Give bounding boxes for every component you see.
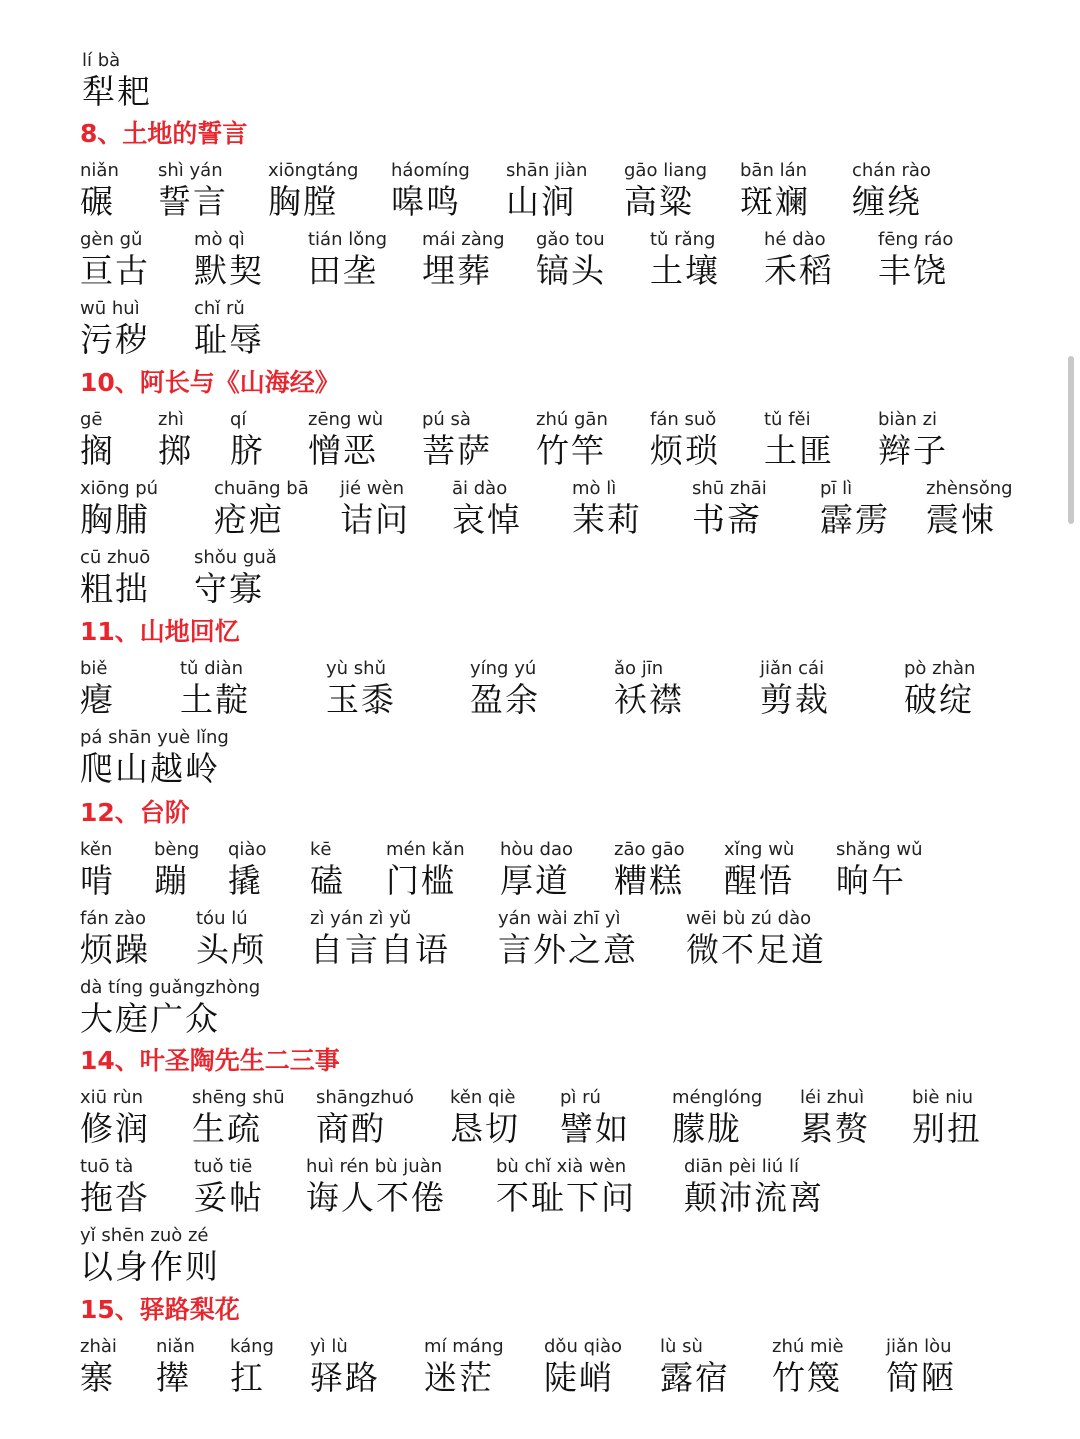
vocab-word [470, 658, 540, 720]
vocab-word [672, 1087, 762, 1149]
pinyin: bān lán [740, 160, 808, 181]
pinyin: kěn qiè [450, 1087, 516, 1108]
pinyin: lí bà [82, 50, 121, 71]
vocab-word [80, 727, 229, 789]
word-row [80, 50, 1070, 112]
pinyin: zhú gān [536, 409, 608, 430]
hanzi: 拖沓 [80, 1178, 150, 1217]
vocab-word [316, 1087, 414, 1149]
pinyin: pò zhàn [904, 658, 976, 679]
word-row [80, 1087, 1070, 1149]
hanzi: 亘古 [80, 251, 150, 290]
vocab-word [536, 409, 608, 471]
hanzi: 霹雳 [820, 500, 890, 539]
pinyin: tuǒ tiē [194, 1156, 253, 1177]
pinyin: gèn gǔ [80, 229, 143, 250]
hanzi: 露宿 [660, 1358, 730, 1397]
pinyin: háomíng [391, 160, 470, 181]
vocab-word [496, 1156, 636, 1218]
pinyin: zhì [158, 409, 184, 430]
hanzi: 污秽 [80, 320, 150, 359]
vocab-word [878, 409, 948, 471]
pinyin: xiōngtáng [268, 160, 359, 181]
hanzi: 微不足道 [686, 930, 826, 969]
hanzi: 妥帖 [194, 1178, 264, 1217]
pinyin: chán rào [852, 160, 931, 181]
hanzi: 大庭广众 [80, 999, 220, 1038]
vocab-word [886, 1336, 956, 1398]
lesson-title: 15、驿路梨花 [80, 1295, 240, 1324]
pinyin: mén kǎn [386, 839, 465, 860]
vocab-word [614, 839, 685, 901]
hanzi: 陡峭 [544, 1358, 614, 1397]
vocab-word [624, 160, 707, 222]
hanzi: 竹篾 [772, 1358, 842, 1397]
vocab-word [80, 1156, 150, 1218]
hanzi: 糟糕 [614, 861, 684, 900]
hanzi: 譬如 [560, 1109, 630, 1148]
pinyin: lù sù [660, 1336, 703, 1357]
vocab-word [80, 1225, 220, 1287]
word-row [80, 1156, 1070, 1218]
vocab-word [80, 478, 158, 540]
hanzi: 恳切 [450, 1109, 520, 1148]
vocab-word [498, 908, 638, 970]
lesson-title: 11、山地回忆 [80, 617, 240, 646]
vocab-word [391, 160, 470, 222]
pinyin: jiǎn cái [760, 658, 825, 679]
vocab-word [386, 839, 465, 901]
hanzi: 搁 [80, 431, 115, 470]
hanzi: 胸脯 [80, 500, 150, 539]
pinyin: fán zào [80, 908, 146, 929]
hanzi: 爬山越岭 [80, 749, 220, 788]
vocab-word [80, 658, 115, 720]
scrollbar[interactable] [1068, 356, 1074, 524]
vocab-word [536, 229, 606, 291]
pinyin: shāngzhuó [316, 1087, 414, 1108]
vocab-word [230, 409, 265, 471]
vocab-word [180, 658, 250, 720]
hanzi: 驿路 [310, 1358, 380, 1397]
hanzi: 自言自语 [310, 930, 450, 969]
hanzi: 竹竿 [536, 431, 606, 470]
word-row [80, 658, 1070, 720]
vocab-word [80, 839, 115, 901]
hanzi: 玉黍 [326, 680, 396, 719]
hanzi: 土壤 [650, 251, 720, 290]
pinyin: fán suǒ [650, 409, 717, 430]
pinyin: āi dào [452, 478, 508, 499]
vocab-word [80, 160, 119, 222]
vocab-word [230, 1336, 274, 1398]
hanzi: 誓言 [158, 182, 228, 221]
hanzi: 土靛 [180, 680, 250, 719]
hanzi: 守寡 [194, 569, 264, 608]
vocab-word [268, 160, 358, 222]
vocab-word [80, 977, 260, 1039]
hanzi: 斑斓 [740, 182, 810, 221]
vocab-word [310, 908, 450, 970]
vocab-word [904, 658, 975, 720]
vocab-word [192, 1087, 285, 1149]
vocab-word [614, 658, 684, 720]
vocab-word [214, 478, 309, 540]
hanzi: 烦躁 [80, 930, 150, 969]
pinyin: jiǎn lòu [886, 1336, 952, 1357]
pinyin: pī lì [820, 478, 853, 499]
hanzi: 丰饶 [878, 251, 948, 290]
pinyin: zhài [80, 1336, 117, 1357]
vocab-word [424, 1336, 504, 1398]
pinyin: tuō tà [80, 1156, 134, 1177]
vocab-word [572, 478, 642, 540]
pinyin: mò qì [194, 229, 245, 250]
hanzi: 迷茫 [424, 1358, 494, 1397]
vocab-word [194, 298, 264, 360]
pinyin: kěn [80, 839, 113, 860]
pinyin: zhú miè [772, 1336, 844, 1357]
vocab-word [500, 839, 573, 901]
pinyin: pú sà [422, 409, 471, 430]
hanzi: 辫子 [878, 431, 948, 470]
hanzi: 震悚 [926, 500, 996, 539]
pinyin: zēng wù [308, 409, 384, 430]
pinyin: tóu lú [196, 908, 248, 929]
vocab-word [310, 1336, 380, 1398]
vocab-word [80, 908, 150, 970]
hanzi: 醒悟 [724, 861, 794, 900]
vocab-word [800, 1087, 870, 1149]
lesson-title: 8、土地的誓言 [80, 119, 248, 148]
word-row [80, 298, 1070, 360]
hanzi: 憎恶 [308, 431, 378, 470]
vocab-word [926, 478, 1013, 540]
vocab-word [684, 1156, 824, 1218]
hanzi: 累赘 [800, 1109, 870, 1148]
pinyin: biě [80, 658, 108, 679]
vocab-word [194, 229, 264, 291]
word-row [80, 977, 1070, 1039]
hanzi: 诲人不倦 [306, 1178, 446, 1217]
vocab-word [506, 160, 587, 222]
lesson-title: 10、阿长与《山海经》 [80, 368, 340, 397]
hanzi: 耻辱 [194, 320, 264, 359]
vocab-word [660, 1336, 730, 1398]
pinyin: bù chǐ xià wèn [496, 1156, 627, 1177]
hanzi: 袄襟 [614, 680, 684, 719]
pinyin: ménglóng [672, 1087, 763, 1108]
pinyin: gāo liang [624, 160, 708, 181]
vocab-word [452, 478, 522, 540]
vocab-word [852, 160, 931, 222]
hanzi: 默契 [194, 251, 264, 290]
vocab-word [326, 658, 396, 720]
hanzi: 哀悼 [452, 500, 522, 539]
pinyin: bèng [154, 839, 200, 860]
hanzi: 蹦 [154, 861, 189, 900]
hanzi: 碾 [80, 182, 115, 221]
pinyin: zhènsǒng [926, 478, 1013, 499]
vocab-word [692, 478, 767, 540]
vocab-word [80, 298, 150, 360]
pinyin: léi zhuì [800, 1087, 865, 1108]
vocab-word [310, 839, 345, 901]
hanzi: 烦琐 [650, 431, 720, 470]
hanzi: 剪裁 [760, 680, 830, 719]
pinyin: wū huì [80, 298, 140, 319]
vocab-word [340, 478, 410, 540]
vocab-word [422, 409, 492, 471]
vocab-word [158, 160, 228, 222]
hanzi: 瘪 [80, 680, 115, 719]
pinyin: diān pèi liú lí [684, 1156, 799, 1177]
vocab-word [740, 160, 810, 222]
vocab-word [772, 1336, 844, 1398]
pinyin: chuāng bā [214, 478, 309, 499]
pinyin: yán wài zhī yì [498, 908, 621, 929]
pinyin: huì rén bù juàn [306, 1156, 443, 1177]
hanzi: 缠绕 [852, 182, 922, 221]
hanzi: 撬 [228, 861, 263, 900]
hanzi: 高粱 [624, 182, 694, 221]
pinyin: biàn zi [878, 409, 938, 430]
hanzi: 盈余 [470, 680, 540, 719]
vocab-word [764, 409, 834, 471]
pinyin: shì yán [158, 160, 223, 181]
pinyin: xiōng pú [80, 478, 159, 499]
vocab-word [194, 1156, 264, 1218]
pinyin: dǒu qiào [544, 1336, 623, 1357]
hanzi: 言外之意 [498, 930, 638, 969]
hanzi: 啃 [80, 861, 115, 900]
pinyin: tǔ rǎng [650, 229, 716, 250]
pinyin: cū zhuō [80, 547, 151, 568]
pinyin: shū zhāi [692, 478, 767, 499]
vocab-word [422, 229, 505, 291]
vocab-word [80, 229, 150, 291]
pinyin: yù shǔ [326, 658, 386, 679]
hanzi: 诘问 [340, 500, 410, 539]
hanzi: 埋葬 [422, 251, 492, 290]
vocab-word [760, 658, 830, 720]
pinyin: kē [310, 839, 332, 860]
hanzi: 土匪 [764, 431, 834, 470]
word-row [80, 229, 1070, 291]
vocab-word [764, 229, 834, 291]
hanzi: 镐头 [536, 251, 606, 290]
word-row [80, 908, 1070, 970]
word-row [80, 409, 1070, 471]
vocab-word [308, 229, 387, 291]
word-row [80, 727, 1070, 789]
vocab-word [836, 839, 923, 901]
pinyin: gǎo tou [536, 229, 605, 250]
word-row [80, 478, 1070, 540]
vocab-word [82, 50, 152, 112]
word-row [80, 160, 1070, 222]
vocab-word [308, 409, 383, 471]
pinyin: pá shān yuè lǐng [80, 727, 229, 748]
vocab-word [156, 1336, 195, 1398]
hanzi: 生疏 [192, 1109, 262, 1148]
hanzi: 破绽 [904, 680, 974, 719]
hanzi: 修润 [80, 1109, 150, 1148]
hanzi: 粗拙 [80, 569, 150, 608]
pinyin: xǐng wù [724, 839, 795, 860]
pinyin: tǔ fěi [764, 409, 811, 430]
vocab-word [80, 1336, 117, 1398]
hanzi: 头颅 [196, 930, 266, 969]
pinyin: zì yán zì yǔ [310, 908, 412, 929]
hanzi: 扛 [230, 1358, 265, 1397]
pinyin: qí [230, 409, 247, 430]
vocab-word [686, 908, 826, 970]
pinyin: niǎn [156, 1336, 195, 1357]
pinyin: yǐ shēn zuò zé [80, 1225, 209, 1246]
hanzi: 别扭 [912, 1109, 982, 1148]
word-row [80, 839, 1070, 901]
vocab-word [80, 409, 115, 471]
hanzi: 门槛 [386, 861, 456, 900]
vocab-word [158, 409, 193, 471]
hanzi: 掷 [158, 431, 193, 470]
hanzi: 书斋 [692, 500, 762, 539]
pinyin: dà tíng guǎngzhòng [80, 977, 261, 998]
word-row [80, 1336, 1070, 1398]
pinyin: fēng ráo [878, 229, 954, 250]
vocab-word [306, 1156, 446, 1218]
pinyin: yíng yú [470, 658, 537, 679]
vocab-word [544, 1336, 622, 1398]
pinyin: jié wèn [340, 478, 405, 499]
pinyin: chǐ rǔ [194, 298, 245, 319]
hanzi: 不耻下问 [496, 1178, 636, 1217]
word-row [80, 547, 1070, 609]
pinyin: shǎng wǔ [836, 839, 923, 860]
hanzi: 寨 [80, 1358, 115, 1397]
lesson-title: 14、叶圣陶先生二三事 [80, 1046, 340, 1075]
pinyin: pì rú [560, 1087, 601, 1108]
lesson-title: 12、台阶 [80, 798, 190, 827]
vocab-word [194, 547, 277, 609]
pinyin: mái zàng [422, 229, 505, 250]
pinyin: tǔ diàn [180, 658, 244, 679]
hanzi: 禾稻 [764, 251, 834, 290]
vocab-word [650, 409, 720, 471]
vocab-word [196, 908, 266, 970]
pinyin: niǎn [80, 160, 119, 181]
pinyin: qiào [228, 839, 267, 860]
vocab-word [724, 839, 794, 901]
vocab-word [228, 839, 266, 901]
hanzi: 嗥鸣 [391, 182, 461, 221]
vocab-word [820, 478, 890, 540]
pinyin: káng [230, 1336, 274, 1357]
vocab-word [154, 839, 199, 901]
pinyin: wēi bù zú dào [686, 908, 812, 929]
hanzi: 脐 [230, 431, 265, 470]
pinyin: shēng shū [192, 1087, 285, 1108]
pinyin: hé dào [764, 229, 826, 250]
hanzi: 山涧 [506, 182, 576, 221]
vocab-word [560, 1087, 630, 1149]
pinyin: tián lǒng [308, 229, 388, 250]
word-row [80, 1225, 1070, 1287]
pinyin: hòu dao [500, 839, 574, 860]
hanzi: 简陋 [886, 1358, 956, 1397]
pinyin: shǒu guǎ [194, 547, 277, 568]
hanzi: 以身作则 [80, 1247, 220, 1286]
hanzi: 撵 [156, 1358, 191, 1397]
hanzi: 菩萨 [422, 431, 492, 470]
hanzi: 磕 [310, 861, 345, 900]
hanzi: 疮疤 [214, 500, 284, 539]
pinyin: zāo gāo [614, 839, 685, 860]
pinyin: mò lì [572, 478, 617, 499]
pinyin: biè niu [912, 1087, 974, 1108]
pinyin: gē [80, 409, 103, 430]
hanzi: 商酌 [316, 1109, 386, 1148]
hanzi: 颠沛流离 [684, 1178, 824, 1217]
pinyin: ǎo jīn [614, 658, 664, 679]
hanzi: 茉莉 [572, 500, 642, 539]
hanzi: 厚道 [500, 861, 570, 900]
vocab-word [650, 229, 720, 291]
pinyin: yì lù [310, 1336, 348, 1357]
vocab-word [912, 1087, 982, 1149]
vocab-word [80, 1087, 150, 1149]
hanzi: 胸膛 [268, 182, 338, 221]
pinyin: xiū rùn [80, 1087, 143, 1108]
pinyin: shān jiàn [506, 160, 588, 181]
hanzi: 田垄 [308, 251, 378, 290]
hanzi: 朦胧 [672, 1109, 742, 1148]
hanzi: 犁耙 [82, 72, 152, 111]
vocab-word [80, 547, 150, 609]
pinyin: mí máng [424, 1336, 504, 1357]
vocab-word [450, 1087, 520, 1149]
hanzi: 晌午 [836, 861, 906, 900]
vocab-word [878, 229, 953, 291]
